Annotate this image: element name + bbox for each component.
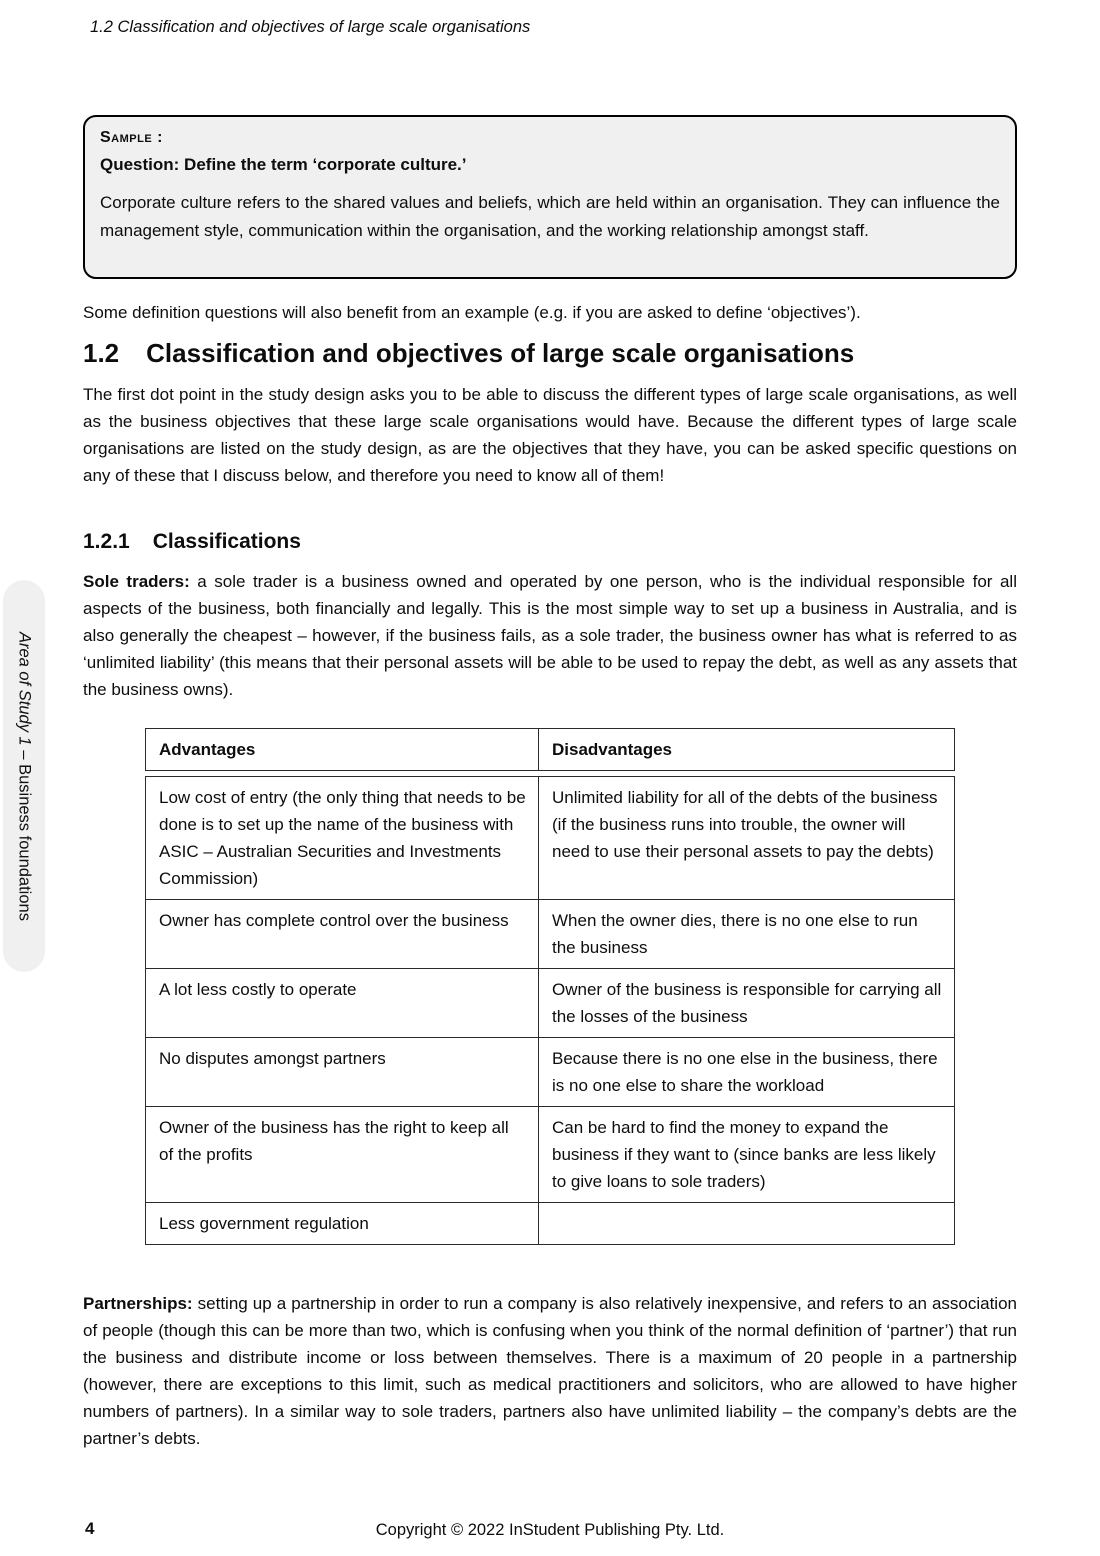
copyright-line: Copyright © 2022 InStudent Publishing Pty. Ltd. bbox=[375, 1521, 725, 1539]
partnerships-paragraph bbox=[83, 1290, 1017, 1452]
sample-answer-text: Corporate culture refers to the shared values and beliefs, which are held within an organisation. They can influence the management style, communication within the organisation, and the working relationship amongst staff. bbox=[100, 193, 1000, 240]
subsection-heading bbox=[83, 528, 1017, 555]
advantage-cell: Less government regulation bbox=[146, 1203, 539, 1245]
sample-question: Question: Define the term ‘corporate culture.’ bbox=[100, 155, 467, 174]
advantage-cell: A lot less costly to operate bbox=[146, 969, 539, 1038]
disadvantage-cell: Because there is no one else in the business, there is no one else to share the workload bbox=[539, 1038, 955, 1107]
sample-label: Sample : bbox=[100, 129, 163, 146]
section-intro-paragraph: The first dot point in the study design asks you to be able to discuss the different types of large scale organisations, as well as the business objectives that these large scale organisations would have. Because the different types of large scale organisations are listed on the study design, as are the objectives that they have, you can be asked specific questions on any of these that I discuss below, and therefore you need to know all of them! bbox=[83, 385, 1017, 485]
partnerships-term: Partnerships: bbox=[83, 1294, 193, 1313]
side-tab-label-italic: Area of Study 1 bbox=[15, 631, 34, 746]
table-row bbox=[146, 1107, 955, 1203]
table-row bbox=[146, 969, 955, 1038]
definition-note-paragraph: Some definition questions will also benefit from an example (e.g. if you are asked to define ‘objectives’). bbox=[83, 303, 861, 322]
sole-traders-term: Sole traders: bbox=[83, 572, 190, 591]
area-of-study-side-tab bbox=[3, 580, 45, 972]
running-header: 1.2 Classification and objectives of large scale organisations bbox=[90, 18, 531, 36]
section-title: Classification and objectives of large scale organisations bbox=[146, 338, 855, 368]
section-number: 1.2 bbox=[83, 338, 120, 368]
advantage-cell: Low cost of entry (the only thing that needs to be done is to set up the name of the business with ASIC – Australian Securities and Investments Commission) bbox=[146, 777, 539, 900]
disadvantage-cell: When the owner dies, there is no one else to run the business bbox=[539, 900, 955, 969]
disadvantage-cell: Can be hard to find the money to expand the business if they want to (since banks are less likely to give loans to sole traders) bbox=[539, 1107, 955, 1203]
table-header-row bbox=[145, 728, 955, 771]
table-header-advantages: Advantages bbox=[146, 729, 539, 771]
table-row bbox=[146, 1038, 955, 1107]
sole-traders-text: a sole trader is a business owned and operated by one person, who is the individual responsible for all aspects of the business, both financially and legally. This is the most simple way to set up a business in Australia, and is also generally the cheapest – however, if the business fails, as a sole trader, the business owner has what is referred to as ‘unlimited liability’ (this means that their personal assets will be able to be used to repay the debt, as well as any assets that the business owns). bbox=[83, 572, 1017, 699]
disadvantage-cell: Owner of the business is responsible for carrying all the losses of the business bbox=[539, 969, 955, 1038]
table-row bbox=[146, 900, 955, 969]
sole-traders-paragraph bbox=[83, 568, 1017, 703]
disadvantage-cell bbox=[539, 1203, 955, 1245]
side-tab-label bbox=[15, 632, 34, 921]
sample-callout-box bbox=[83, 115, 1017, 279]
table-header-disadvantages: Disadvantages bbox=[539, 729, 955, 771]
table-row bbox=[146, 777, 955, 900]
advantage-cell: Owner has complete control over the business bbox=[146, 900, 539, 969]
advantage-cell: No disputes amongst partners bbox=[146, 1038, 539, 1107]
subsection-title: Classifications bbox=[152, 530, 301, 553]
advantages-disadvantages-table bbox=[145, 728, 955, 1245]
subsection-number: 1.2.1 bbox=[83, 530, 130, 553]
table-body bbox=[145, 776, 955, 1245]
partnerships-text: setting up a partnership in order to run a company is also relatively inexpensive, and refers to an association of people (though this can be more than two, which is confusing when you think of the normal definition of ‘partner’) that run the business and distribute income or loss between themselves. There is a maximum of 20 people in a partnership (however, there are exceptions to this limit, such as medical practitioners and solicitors, who are allowed to have higher numbers of partners). In a similar way to sole traders, partners also have unlimited liability – the company’s debts are the partner’s debts. bbox=[83, 1294, 1017, 1448]
page-number: 4 bbox=[85, 1519, 95, 1538]
section-heading bbox=[83, 337, 1017, 369]
disadvantage-cell: Unlimited liability for all of the debts of the business (if the business runs into trouble, the owner will need to use their personal assets to pay the debts) bbox=[539, 777, 955, 900]
table-row bbox=[146, 1203, 955, 1245]
advantage-cell: Owner of the business has the right to keep all of the profits bbox=[146, 1107, 539, 1203]
side-tab-label-rest: – Business foundations bbox=[15, 745, 34, 921]
